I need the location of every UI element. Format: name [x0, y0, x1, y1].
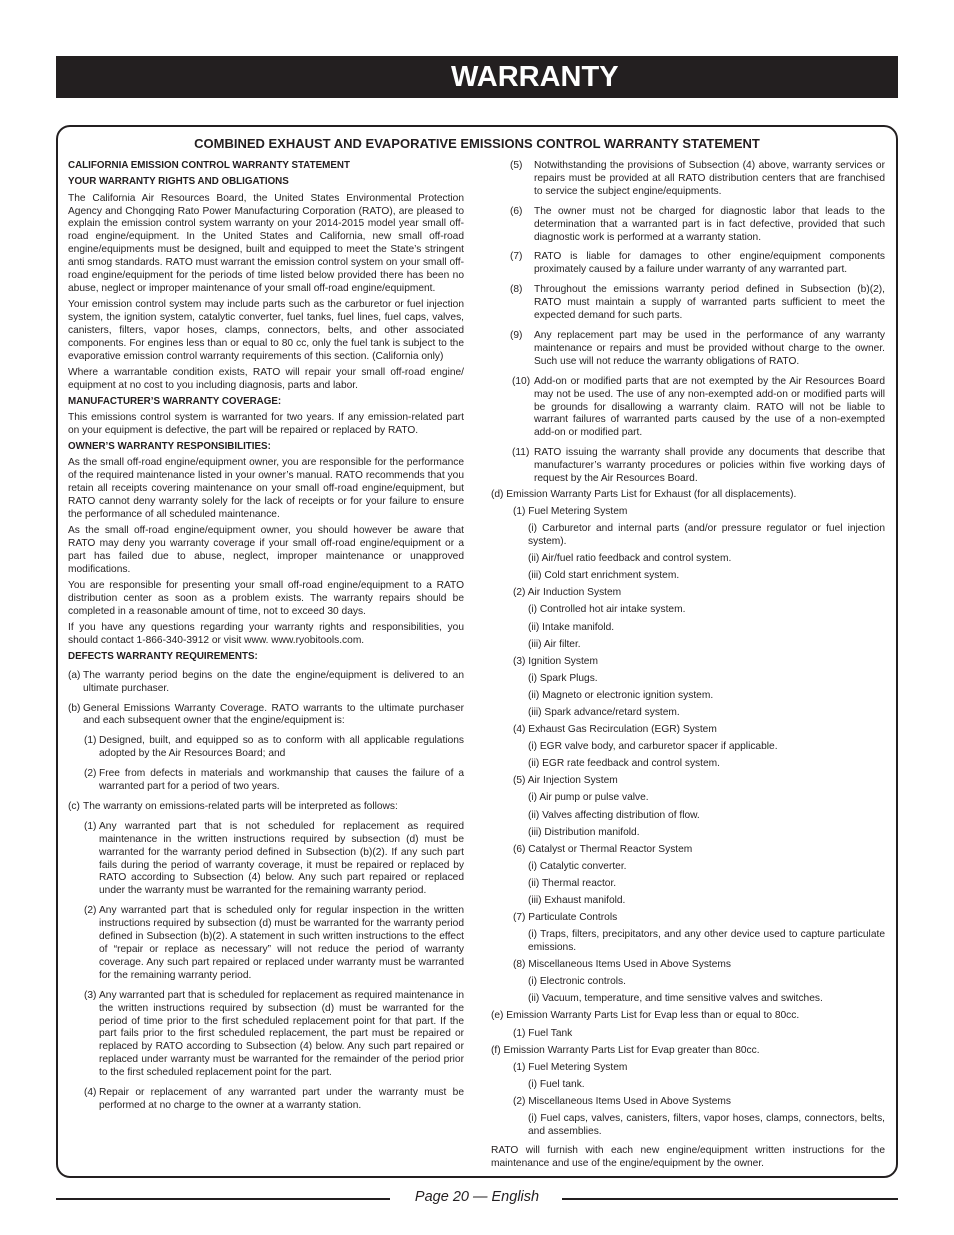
parts-category: (1) Fuel Tank	[513, 1027, 573, 1039]
paragraph: You are responsible for presenting your small off-road engine/equipment to a RATO distribution center as soon as a problem exists. The warranty repairs should be completed in a reasonable amount of time, not to exceed 30 days.	[68, 579, 464, 617]
parts-item: (i) EGR valve body, and carburetor spacer if applicable.	[528, 741, 778, 753]
page-title: WARRANTY	[451, 61, 619, 93]
parts-category: (1) Fuel Metering System	[513, 1061, 628, 1073]
parts-item: (i) Fuel tank.	[528, 1078, 585, 1090]
list-number: (2)	[84, 768, 97, 780]
list-item	[491, 206, 885, 245]
list-item	[68, 703, 464, 729]
list-item	[68, 670, 464, 696]
list-number: (11)	[512, 447, 530, 459]
list-number: (a)	[68, 669, 81, 681]
parts-category: (8) Miscellaneous Items Used in Above Systems	[513, 959, 731, 971]
list-item	[491, 376, 885, 441]
list-item	[491, 251, 885, 277]
parts-item: (iii) Exhaust manifold.	[528, 895, 626, 906]
header-banner	[56, 56, 898, 98]
list-number: (8)	[510, 284, 523, 296]
parts-item: (i) Electronic controls.	[528, 976, 626, 988]
parts-category: (2) Air Induction System	[513, 587, 622, 599]
parts-item: (i) Traps, filters, precipitators, and any other device used to capture particulate emissions.	[528, 929, 885, 954]
list-number: (3)	[84, 989, 97, 1001]
list-item	[68, 801, 464, 814]
parts-item: (iii) Spark advance/retard system.	[528, 706, 680, 718]
list-number: (b)	[68, 702, 81, 714]
parts-item: (iii) Distribution manifold.	[528, 826, 640, 838]
list-number: (7)	[510, 251, 523, 263]
parts-item: (ii) Magneto or electronic ignition system.	[528, 689, 714, 701]
list-number: (1)	[84, 735, 97, 747]
page-footer	[0, 1188, 954, 1206]
parts-category: (3) Ignition System	[513, 655, 598, 667]
parts-item: (i) Controlled hot air intake system.	[528, 604, 686, 616]
section-heading: OWNER’S WARRANTY RESPONSIBILITIES:	[68, 441, 271, 453]
parts-item: (ii) Valves affecting distribution of flow.	[528, 809, 700, 821]
list-item	[84, 905, 464, 982]
list-text: Notwithstanding the provisions of Subsection (4) above, warranty services or repairs must be provided at all RATO distribution centers that are franchised to service the subject engine/equipments.	[534, 160, 885, 197]
parts-item: (iii) Cold start enrichment system.	[528, 570, 680, 582]
list-text: The owner must not be charged for diagnostic labor that leads to the determination that a warranted part is in fact defective, provided that such diagnostic work is performed at a warranty station.	[534, 205, 885, 243]
list-number: (4)	[84, 1087, 97, 1099]
parts-list-heading: (f) Emission Warranty Parts List for Evap greater than 80cc.	[491, 1044, 760, 1056]
list-number: (2)	[84, 905, 97, 917]
parts-list-heading: (e) Emission Warranty Parts List for Evap less than or equal to 80cc.	[491, 1010, 800, 1022]
paragraph: As the small off-road engine/equipment owner, you are responsible for the performance of the required maintenance listed in your owner’s manual. RATO recommends that you retain all receipts covering maintenance on your small off-road engine/equipment, but RATO cannot deny warranty solely for the lack of receipts or for your failure to ensure the performance of all scheduled maintenance.	[68, 457, 464, 520]
paragraph: Where a warrantable condition exists, RATO will repair your small off-road engine/ equipment at no cost to you including diagnosis, parts and labor.	[68, 366, 464, 391]
parts-category: (6) Catalyst or Thermal Reactor System	[513, 843, 693, 855]
list-text: The warranty period begins on the date the engine/equipment is delivered to an ultimate purchaser.	[83, 669, 464, 694]
parts-item: (ii) Vacuum, temperature, and time sensitive valves and switches.	[528, 993, 823, 1005]
paragraph: Your emission control system may include parts such as the carburetor or fuel injection system, the ignition system, catalytic converter, fuel tanks, fuel lines, fuel caps, valves, canisters, filters, vapor hoses, clamps, connectors, belts, and other associated components. For engines less than or equal to 80 cc, only the fuel tank is subject to the evaporative emission control warranty requirements of this section. (California only)	[68, 299, 464, 362]
paragraph: This emissions control system is warranted for two years. If any emission-related part on your equipment is defective, the part will be repaired or replaced by RATO.	[68, 412, 464, 436]
paragraph: If you have any questions regarding your warranty rights and responsibilities, you should contact 1-866-340-3912 or visit www. www.ryobitools.com.	[68, 621, 464, 646]
list-text: Free from defects in materials and workmanship that causes the failure of a warranted part for a period of two years.	[99, 768, 464, 793]
list-number: (6)	[510, 205, 523, 217]
parts-item: (ii) Thermal reactor.	[528, 877, 617, 889]
page-number: Page 20	[414, 1189, 469, 1205]
section-heading: MANUFACTURER’S WARRANTY COVERAGE:	[68, 395, 282, 407]
footer-separator: —	[468, 1189, 492, 1205]
list-item	[84, 990, 464, 1080]
list-text: General Emissions Warranty Coverage. RATO warrants to the ultimate purchaser and each subsequent owner that the engine/equipment is:	[83, 702, 464, 727]
parts-list-heading: (d) Emission Warranty Parts List for Exhaust (for all displacements).	[491, 488, 797, 500]
parts-item: (iii) Air filter.	[528, 638, 581, 650]
statement-title: COMBINED EXHAUST AND EVAPORATIVE EMISSIONS CONTROL WARRANTY STATEMENT	[194, 136, 760, 151]
parts-item: (i) Carburetor and internal parts (and/or pressure regulator or fuel injection system).	[528, 523, 885, 548]
closing-paragraph: RATO will furnish with each new engine/equipment written instructions for the maintenance and use of the engine/equipment by the owner.	[491, 1144, 885, 1169]
section-heading: CALIFORNIA EMISSION CONTROL WARRANTY STATEMENT	[68, 160, 350, 171]
parts-category: (7) Particulate Controls	[513, 912, 618, 924]
list-number: (1)	[84, 820, 97, 832]
parts-category: (1) Fuel Metering System	[513, 506, 628, 518]
parts-item: (i) Air pump or pulse valve.	[528, 792, 649, 804]
list-text: Any warranted part that is scheduled only for regular inspection in the written instructions required by subsection (d) must be warranted for the warranty period defined in Subsection (b)(2). A statement in such written instructions to the effect of “repair or replace as necessary” will not reduce the period of warranty coverage. Any such part repaired or replaced under warranty must be warranted for the remaining warranty period.	[99, 905, 464, 981]
list-text: RATO issuing the warranty shall provide any documents that describe that manufacturer’s warranty procedures or policies within five working days of request by the Air Resources Board.	[534, 447, 885, 485]
parts-item: (ii) Intake manifold.	[528, 621, 615, 633]
list-item	[84, 768, 464, 794]
list-text: The warranty on emissions-related parts will be interpreted as follows:	[83, 800, 398, 812]
left-column	[68, 160, 464, 1120]
parts-item: (i) Catalytic converter.	[528, 860, 627, 872]
parts-category: (2) Miscellaneous Items Used in Above Systems	[513, 1095, 731, 1107]
list-text: Throughout the emissions warranty period defined in Subsection (b)(2), RATO must maintain a supply of warranted parts sufficient to meet the expected demand for such parts.	[534, 284, 885, 322]
parts-item: (i) Spark Plugs.	[528, 672, 598, 684]
right-column	[491, 160, 885, 1174]
list-number: (10)	[512, 375, 531, 387]
list-item	[84, 821, 464, 898]
parts-category: (5) Air Injection System	[513, 775, 618, 787]
list-text: Repair or replacement of any warranted part under the warranty must be performed at no charge to the owner at a warranty station.	[99, 1087, 464, 1111]
list-number: (c)	[68, 800, 80, 812]
footer-language: English	[491, 1189, 540, 1205]
list-item	[84, 1087, 464, 1113]
list-text: RATO is liable for damages to other engine/equipment components proximately caused by a failure under warranty of any warranted part.	[534, 251, 885, 276]
list-text: Designed, built, and equipped so as to conform with all applicable regulations adopted by the Air Resources Board; and	[99, 735, 464, 760]
parts-item: (ii) Air/fuel ratio feedback and control system.	[528, 553, 732, 565]
list-item	[491, 284, 885, 323]
parts-item: (i) Fuel caps, valves, canisters, filters, vapor hoses, clamps, connectors, belts, and assemblies.	[528, 1113, 885, 1137]
section-heading: YOUR WARRANTY RIGHTS AND OBLIGATIONS	[68, 176, 289, 188]
parts-item: (ii) EGR rate feedback and control system.	[528, 758, 720, 770]
list-item	[84, 735, 464, 761]
list-item	[491, 447, 885, 486]
list-item	[491, 330, 885, 369]
list-item	[491, 160, 885, 199]
parts-category: (4) Exhaust Gas Recirculation (EGR) System	[513, 724, 717, 736]
list-text: Any warranted part that is not scheduled for replacement as required maintenance in the written instructions required by subsection (d) must be warranted for the warranty period defined in Subsection (b)(2). If any such part fails during the period of warranty coverage, it must be repaired or replaced by RATO according to Subsection (4) below. Any such part repaired or replaced under the warranty must be warranted for the remaining warranty period.	[99, 820, 464, 897]
paragraph: As the small off-road engine/equipment owner, you should however be aware that RATO may deny you warranty coverage if your small off-road engine/equipment or a part has failed due to abuse, neglect, improper maintenance or unapproved modifications.	[68, 525, 464, 575]
list-text: Add-on or modified parts that are not exempted by the Air Resources Board may not be used. The use of any non-exempted add-on or modified parts will be grounds for disallowing a warranty claim. RATO will not be liable to warrant failures of warranted parts caused by the use of a non-exempted add-on or modified part.	[534, 375, 885, 439]
paragraph: The California Air Resources Board, the United States Environmental Protection Agency and Chongqing Rato Power Manufacturing Corporation (RATO), are pleased to explain the emission control system warranty on your 2014-2015 model year small off-road engine/equipment. In the United States and California, new small off-road engine/equipments must be designed, built and equipped to meet the State’s stringent anti smog standards. RATO must warrant the emission control system on your small off-road engine/equipment for the periods of time listed below provided there has been no abuse, neglect or improper maintenance of your small off-road engine/equipment.	[68, 192, 464, 294]
list-number: (9)	[510, 329, 523, 341]
list-number: (5)	[510, 160, 523, 171]
section-heading: DEFECTS WARRANTY REQUIREMENTS:	[68, 650, 258, 662]
list-text: Any warranted part that is scheduled for replacement as required maintenance in the written instructions required by subsection (d) must be warranted for the period of time prior to the first scheduled replacement point for that part. If the part fails prior to the first scheduled replacement, the part must be repaired or replaced by RATO according to Subsection (4) below. Any such part repaired or replaced under warranty must be warranted for the remainder of the period prior to the first scheduled replacement point for the part.	[99, 989, 464, 1079]
list-text: Any replacement part may be used in the performance of any warranty maintenance or repairs and must be provided without charge to the owner. Such use will not reduce the warranty obligations of RATO.	[534, 329, 885, 367]
